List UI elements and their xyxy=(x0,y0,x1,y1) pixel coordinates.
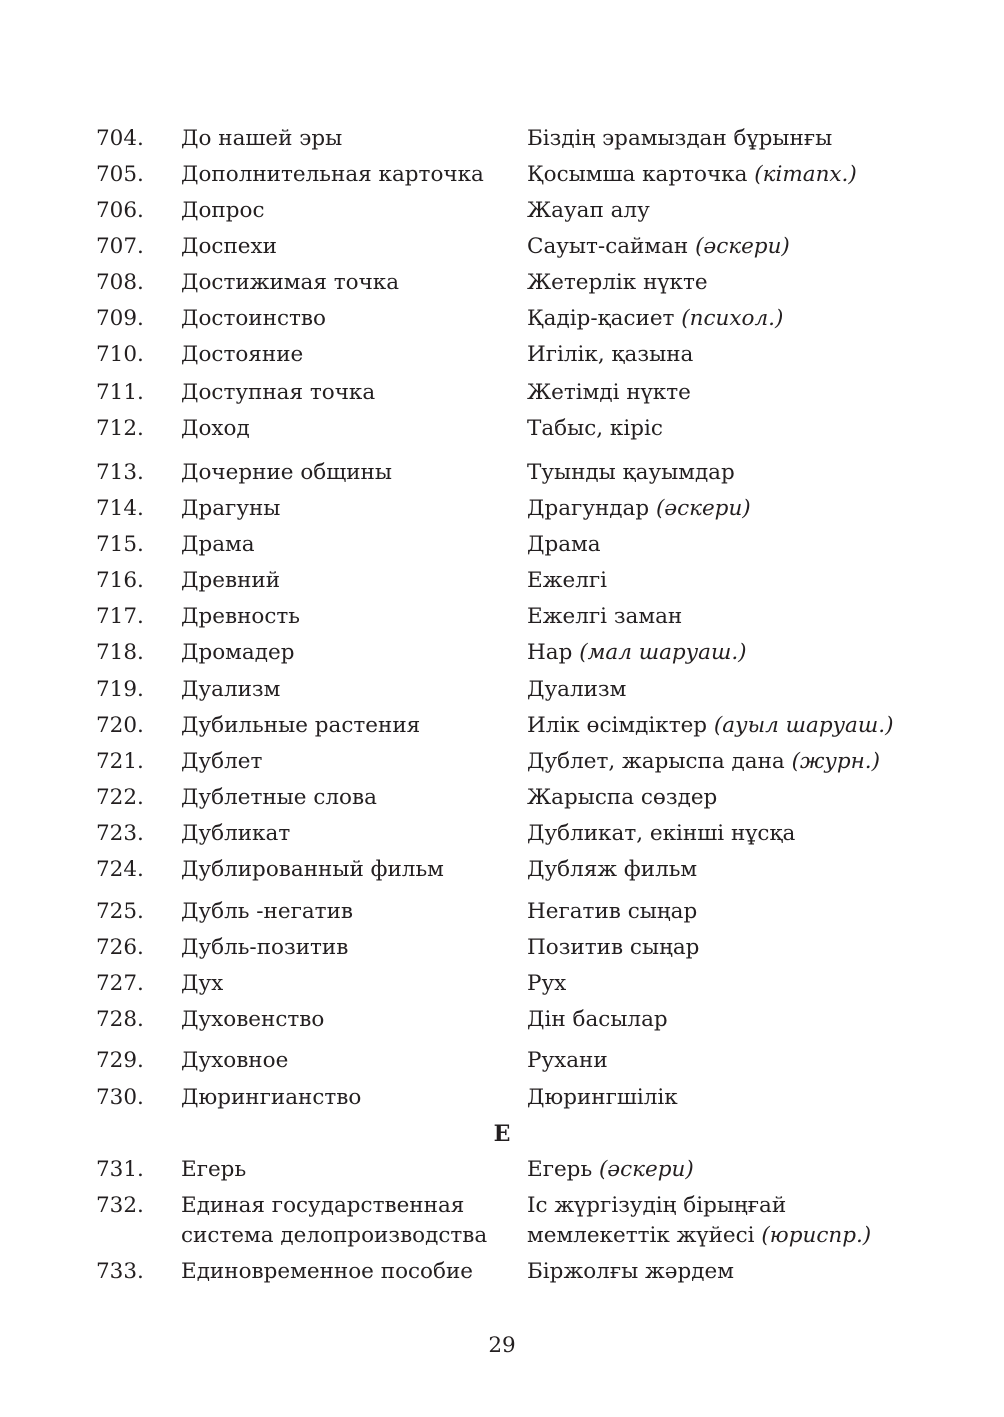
russian-term: Дублированный фильм xyxy=(181,857,444,882)
kazakh-term-cell xyxy=(527,458,735,488)
kazakh-term: Қадір-қасиет xyxy=(527,306,675,331)
kazakh-term: Жетерлік нүкте xyxy=(527,270,708,295)
kazakh-term: Жауап алу xyxy=(527,198,650,223)
kazakh-term: Табыс, кіріс xyxy=(527,416,663,441)
entry-number: 723. xyxy=(96,821,144,846)
entry-number: 719. xyxy=(96,677,144,702)
kazakh-term-cell xyxy=(527,855,697,885)
kazakh-term-cell xyxy=(527,414,663,444)
russian-term: Дополнительная карточка xyxy=(181,162,484,187)
kazakh-term: Драгундар xyxy=(527,496,650,521)
russian-term: До нашей эры xyxy=(181,126,343,151)
kazakh-term: Ежелгі xyxy=(527,568,607,593)
kazakh-term-cell xyxy=(527,304,783,334)
russian-term-line-2: система делопроизводства xyxy=(181,1223,488,1248)
kazakh-term: Егерь xyxy=(527,1157,593,1182)
russian-term: Дубильные растения xyxy=(181,713,421,738)
kazakh-term-cell xyxy=(527,602,682,632)
entry-number: 713. xyxy=(96,460,144,485)
russian-term: Дублет xyxy=(181,749,263,774)
kazakh-term: Дін басылар xyxy=(527,1007,668,1032)
kazakh-term: Іс жүргізудің бірыңғай xyxy=(527,1193,787,1218)
kazakh-term-cell xyxy=(527,783,717,813)
kazakh-term: Рух xyxy=(527,971,567,996)
russian-term: Древний xyxy=(181,568,281,593)
russian-term: Дуализм xyxy=(181,677,281,702)
russian-term: Достоинство xyxy=(181,306,326,331)
kazakh-term-cell xyxy=(527,747,880,777)
entry-number: 716. xyxy=(96,568,144,593)
kazakh-term: Дубликат, екінші нұсқа xyxy=(527,821,796,846)
kazakh-term: Біржолғы жәрдем xyxy=(527,1259,734,1284)
russian-term: Дух xyxy=(181,971,224,996)
entry-number: 704. xyxy=(96,126,144,151)
domain-note: (кітапх.) xyxy=(754,162,857,187)
entry-number: 728. xyxy=(96,1007,144,1032)
russian-term: Духовное xyxy=(181,1048,289,1073)
kazakh-term-cell xyxy=(527,566,607,596)
kazakh-term: Қосымша карточка xyxy=(527,162,748,187)
russian-term: Дромадер xyxy=(181,640,295,665)
russian-term: Доспехи xyxy=(181,234,277,259)
section-heading: Е xyxy=(493,1121,511,1147)
entry-number: 731. xyxy=(96,1157,144,1182)
russian-term: Дубликат xyxy=(181,821,291,846)
entry-number: 706. xyxy=(96,198,144,223)
entry-number: 717. xyxy=(96,604,144,629)
kazakh-term-cell xyxy=(527,124,832,154)
kazakh-term-cell xyxy=(527,638,747,668)
entry-number: 724. xyxy=(96,857,144,882)
russian-term: Достижимая точка xyxy=(181,270,400,295)
kazakh-term: Позитив сыңар xyxy=(527,935,700,960)
russian-term: Дочерние общины xyxy=(181,460,392,485)
domain-note: (әскери) xyxy=(599,1157,694,1182)
kazakh-term-cell xyxy=(527,675,626,705)
list-item xyxy=(0,1191,1004,1251)
kazakh-term-cell xyxy=(527,378,691,408)
kazakh-term: Илік өсімдіктер xyxy=(527,713,708,738)
russian-term: Доступная точка xyxy=(181,380,376,405)
kazakh-term: Жарыспа сөздер xyxy=(527,785,718,810)
entry-number: 725. xyxy=(96,899,144,924)
kazakh-term-cell xyxy=(527,1046,608,1076)
russian-term: Допрос xyxy=(181,198,265,223)
entry-number: 733. xyxy=(96,1259,144,1284)
kazakh-term-line-2: мемлекеттік жүйесі xyxy=(527,1223,755,1248)
kazakh-term: Дублет, жарыспа дана xyxy=(527,749,785,774)
domain-note: (психол.) xyxy=(681,306,784,331)
entry-number: 721. xyxy=(96,749,144,774)
kazakh-term: Игілік, қазына xyxy=(527,342,694,367)
entry-number: 730. xyxy=(96,1085,144,1110)
entry-number: 720. xyxy=(96,713,144,738)
entry-number: 710. xyxy=(96,342,144,367)
entry-number: 722. xyxy=(96,785,144,810)
domain-note: (юриспр.) xyxy=(761,1223,872,1248)
russian-term: Единовременное пособие xyxy=(181,1259,473,1284)
domain-note: (әскери) xyxy=(655,496,751,521)
kazakh-term-cell-line-2 xyxy=(527,1221,871,1251)
kazakh-term-cell xyxy=(527,897,697,927)
kazakh-term-cell xyxy=(527,530,601,560)
kazakh-term: Нар xyxy=(527,640,573,665)
kazakh-term: Сауыт-сайман xyxy=(527,234,689,259)
russian-term: Единая государственная xyxy=(181,1193,465,1218)
russian-term: Драгуны xyxy=(181,496,281,521)
kazakh-term-cell xyxy=(527,268,708,298)
kazakh-term-cell xyxy=(527,969,566,999)
entry-number: 732. xyxy=(96,1193,144,1218)
kazakh-term: Жетімді нүкте xyxy=(527,380,691,405)
kazakh-term: Біздің эрамыздан бұрынғы xyxy=(527,126,833,151)
page-number: 29 xyxy=(488,1333,516,1358)
kazakh-term: Ежелгі заман xyxy=(527,604,683,629)
domain-note: (журн.) xyxy=(791,749,881,774)
kazakh-term-cell xyxy=(527,1083,678,1113)
kazakh-term: Дубляж фильм xyxy=(527,857,698,882)
russian-term: Доход xyxy=(181,416,250,441)
kazakh-term-cell xyxy=(527,1155,694,1185)
kazakh-term-cell xyxy=(527,1191,786,1221)
kazakh-term-cell xyxy=(527,819,795,849)
russian-term: Достояние xyxy=(181,342,304,367)
kazakh-term: Туынды қауымдар xyxy=(527,460,735,485)
kazakh-term: Дуализм xyxy=(527,677,627,702)
entry-number: 714. xyxy=(96,496,144,521)
russian-term: Дюрингианство xyxy=(181,1085,362,1110)
kazakh-term-cell xyxy=(527,340,693,370)
entry-number: 729. xyxy=(96,1048,144,1073)
russian-term: Древность xyxy=(181,604,300,629)
entry-number: 726. xyxy=(96,935,144,960)
entry-number: 718. xyxy=(96,640,144,665)
domain-note: (әскери) xyxy=(695,234,790,259)
russian-term: Духовенство xyxy=(181,1007,325,1032)
entry-number: 705. xyxy=(96,162,144,187)
kazakh-term: Драма xyxy=(527,532,601,557)
kazakh-term-cell xyxy=(527,1005,668,1035)
russian-term: Дубль-позитив xyxy=(181,935,349,960)
russian-term: Драма xyxy=(181,532,255,557)
kazakh-term-cell xyxy=(527,494,751,524)
domain-note: (мал шаруаш.) xyxy=(579,640,747,665)
kazakh-term-cell xyxy=(527,711,893,741)
domain-note: (ауыл шаруаш.) xyxy=(713,713,894,738)
kazakh-term-cell xyxy=(527,1257,734,1287)
russian-term: Егерь xyxy=(181,1157,247,1182)
kazakh-term: Рухани xyxy=(527,1048,608,1073)
entry-number: 709. xyxy=(96,306,144,331)
kazakh-term-cell xyxy=(527,196,650,226)
entry-number: 712. xyxy=(96,416,144,441)
entry-number: 708. xyxy=(96,270,144,295)
kazakh-term: Дюрингшілік xyxy=(527,1085,678,1110)
entry-number: 707. xyxy=(96,234,144,259)
russian-term: Дублетные слова xyxy=(181,785,377,810)
russian-term: Дубль -негатив xyxy=(181,899,353,924)
kazakh-term-cell xyxy=(527,232,790,262)
entry-number: 715. xyxy=(96,532,144,557)
kazakh-term: Негатив сыңар xyxy=(527,899,698,924)
entry-number: 711. xyxy=(96,380,144,405)
kazakh-term-cell xyxy=(527,933,699,963)
kazakh-term-cell xyxy=(527,160,857,190)
entry-number: 727. xyxy=(96,971,144,996)
